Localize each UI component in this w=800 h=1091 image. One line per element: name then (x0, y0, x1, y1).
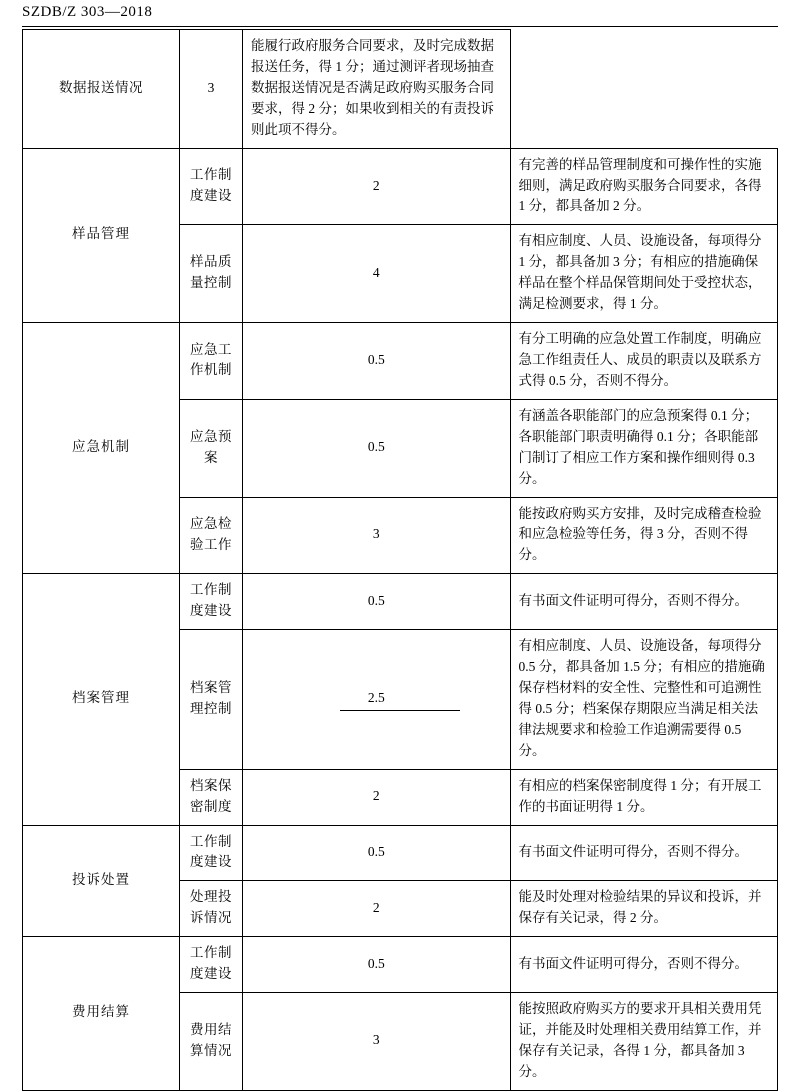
item-cell: 应急检验工作 (180, 497, 243, 574)
score-cell: 2 (243, 148, 511, 225)
score-cell: 2.5 (243, 630, 511, 770)
category-cell: 档案管理 (23, 574, 180, 825)
category-cell: 应急机制 (23, 323, 180, 574)
table-row (23, 148, 778, 225)
table-row (23, 323, 778, 400)
description-cell: 有书面文件证明可得分，否则不得分。 (510, 574, 778, 630)
description-cell: 能及时处理对检验结果的异议和投诉，并保存有关记录，得 2 分。 (510, 881, 778, 937)
description-cell: 有完善的样品管理制度和可操作性的实施细则，满足政府购买服务合同要求，各得 1 分，都具备加 2 分。 (510, 148, 778, 225)
score-cell: 0.5 (243, 574, 511, 630)
score-cell: 2 (243, 881, 511, 937)
item-cell: 数据报送情况 (23, 30, 180, 149)
item-cell: 应急预案 (180, 399, 243, 497)
item-cell: 工作制度建设 (180, 148, 243, 225)
footer-divider (340, 710, 460, 711)
description-cell: 能按政府购买方安排，及时完成稽查检验和应急检验等任务，得 3 分，否则不得分。 (510, 497, 778, 574)
item-cell: 工作制度建设 (180, 825, 243, 881)
description-cell: 有涵盖各职能部门的应急预案得 0.1 分；各职能部门职责明确得 0.1 分；各职能部门制订了相应工作方案和操作细则得 0.3 分。 (510, 399, 778, 497)
score-cell: 2 (243, 769, 511, 825)
description-cell: 有书面文件证明可得分，否则不得分。 (510, 937, 778, 993)
score-cell: 3 (243, 497, 511, 574)
table-row (23, 574, 778, 630)
description-cell: 能履行政府服务合同要求，及时完成数据报送任务，得 1 分；通过测评者现场抽查数据报送情况是否满足政府购买服务合同要求，得 2 分；如果收到相关的有责投诉则此项不得分。 (243, 30, 511, 149)
description-cell: 能按照政府购买方的要求开具相关费用凭证，并能及时处理相关费用结算工作，并保存有关记录，各得 1 分，都具备加 3 分。 (510, 993, 778, 1091)
table-row (23, 937, 778, 993)
item-cell: 工作制度建设 (180, 574, 243, 630)
score-cell: 3 (243, 993, 511, 1091)
evaluation-criteria-table (22, 29, 778, 1091)
table-body (23, 30, 778, 1091)
item-cell: 工作制度建设 (180, 937, 243, 993)
score-cell: 0.5 (243, 323, 511, 400)
score-cell: 0.5 (243, 399, 511, 497)
item-cell: 档案保密制度 (180, 769, 243, 825)
item-cell: 样品质量控制 (180, 225, 243, 323)
item-cell: 档案管理控制 (180, 630, 243, 770)
score-cell: 0.5 (243, 937, 511, 993)
category-cell: 投诉处置 (23, 825, 180, 937)
item-cell: 费用结算情况 (180, 993, 243, 1091)
description-cell: 有相应制度、人员、设施设备，每项得分 0.5 分，都具备加 1.5 分；有相应的措施确保存档材料的安全性、完整性和可追溯性得 0.5 分；档案保存期限应当满足相关法律法规要求和检验工作追溯需要得 0.5 分。 (510, 630, 778, 770)
item-cell: 应急工作机制 (180, 323, 243, 400)
description-cell: 有书面文件证明可得分，否则不得分。 (510, 825, 778, 881)
score-cell: 0.5 (243, 825, 511, 881)
description-cell: 有相应制度、人员、设施设备，每项得分 1 分，都具备加 3 分；有相应的措施确保样品在整个样品保管期间处于受控状态，满足检测要求，得 1 分。 (510, 225, 778, 323)
category-cell: 费用结算 (23, 937, 180, 1091)
page-header-standard-id: SZDB/Z 303—2018 (22, 4, 153, 20)
table-row (23, 825, 778, 881)
score-cell: 3 (180, 30, 243, 149)
item-cell: 处理投诉情况 (180, 881, 243, 937)
score-cell: 4 (243, 225, 511, 323)
description-cell: 有分工明确的应急处置工作制度，明确应急工作组责任人、成员的职责以及联系方式得 0.5 分，否则不得分。 (510, 323, 778, 400)
table-row (23, 30, 778, 149)
category-cell: 样品管理 (23, 148, 180, 322)
description-cell: 有相应的档案保密制度得 1 分；有开展工作的书面证明得 1 分。 (510, 769, 778, 825)
header-divider (22, 26, 778, 27)
